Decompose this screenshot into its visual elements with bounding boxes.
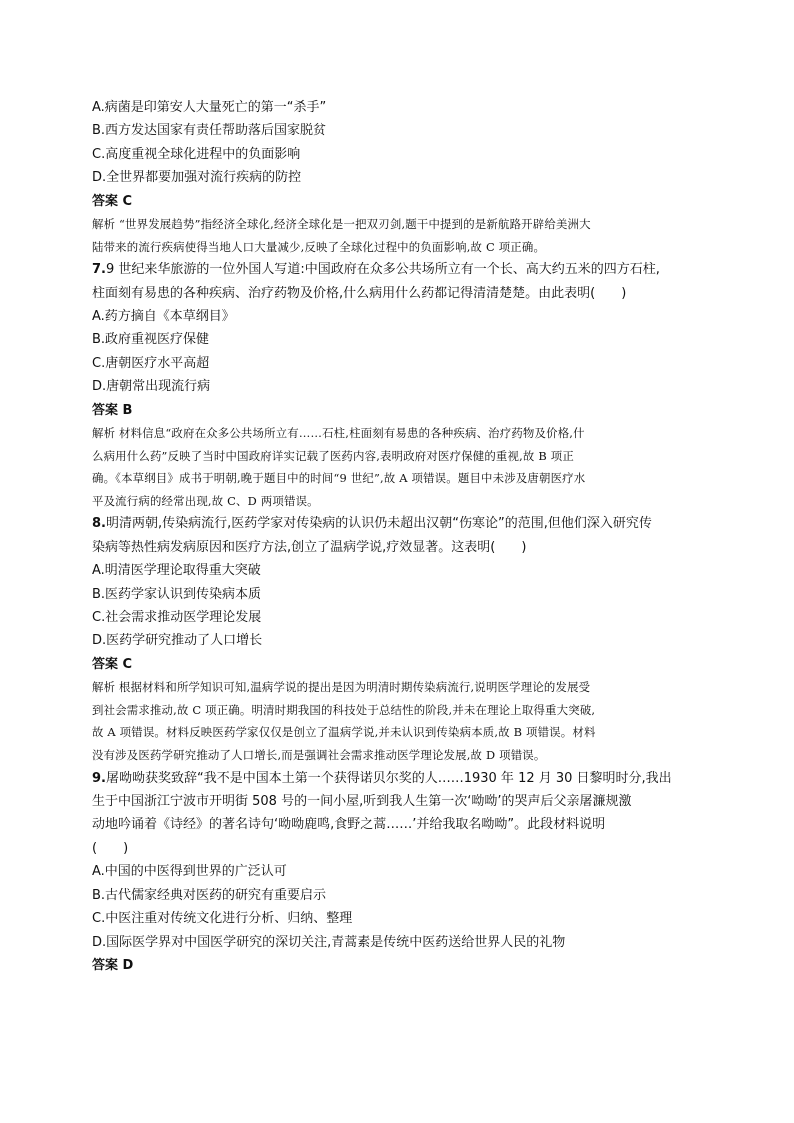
explanation-line: 到社会需求推动,故 C 项正确。明清时期我国的科技处于总结性的阶段,并未在理论上取得重大突破, [92,702,596,717]
answer: 答案 D [92,957,134,973]
question-stem-line: ( ) [92,840,129,856]
option-b: B.古代儒家经典对医药的研究有重要启示 [92,887,327,903]
explanation-line: 陆带来的流行疾病使得当地人口大量减少,反映了全球化过程中的负面影响,故 C 项正确。 [92,239,546,254]
question-stem: 8.明清两朝,传染病流行,医药学家对传染病的认识仍未超出汉朝“伤寒论”的范围,但他们深入研究传 [92,516,652,532]
question-stem-line: 动地吟诵着《诗经》的著名诗句‘呦呦鹿鸣,食野之蒿……’并给我取名呦呦”。此段材料说明 [92,817,606,833]
option-b: B.医药学家认识到传染病本质 [92,586,262,602]
question-stem-line: 柱面刻有易患的各种疾病、治疗药物及价格,什么病用什么药都记得清清楚楚。由此表明( ) [92,285,627,301]
option-a: A.病菌是印第安人大量死亡的第一“杀手” [92,100,327,115]
option-c: C.中医注重对传统文化进行分析、归纳、整理 [92,911,353,927]
option-c: C.唐朝医疗水平高超 [92,355,210,371]
question-stem: 7.9 世纪来华旅游的一位外国人写道:中国政府在众多公共场所立有一个长、高大约五米的四方石柱, [92,262,660,278]
question-number: 8. [92,516,106,532]
explanation-line: 没有涉及医药学研究推动了人口增长,而是强调社会需求推动医学理论发展,故 D 项错误。 [92,748,546,763]
option-a: A.药方摘自《本草纲目》 [92,309,235,325]
question-stem-line: 染病等热性病发病原因和医疗方法,创立了温病学说,疗效显著。这表明( ) [92,539,527,555]
explanation-line: 平及流行病的经常出现,故 C、D 两项错误。 [92,493,319,508]
question-stem: 9.屠呦呦获奖致辞“我不是中国本土第一个获得诺贝尔奖的人……1930 年 12 月 30 日黎明时分,我出 [92,770,672,786]
option-b: B.政府重视医疗保健 [92,332,210,348]
question-6 [92,96,704,258]
option-c: C.社会需求推动医学理论发展 [92,610,262,626]
explanation-line: 故 A 项错误。材料反映医药学家仅仅是创立了温病学说,并未认识到传染病本质,故 B 项错误。材料 [92,725,596,740]
question-7 [92,258,704,512]
option-d: D.唐朝常出现流行病 [92,379,211,395]
document-page [92,96,704,977]
explanation-line: 确。《本草纲目》成书于明朝,晚于题目中的时间“9 世纪”,故 A 项错误。题目中未涉及唐朝医疗水 [92,471,586,486]
option-a: A.明清医学理论取得重大突破 [92,563,261,579]
question-8 [92,512,704,766]
option-b: B.西方发达国家有责任帮助落后国家脱贫 [92,123,327,139]
option-d: D.国际医学界对中国医学研究的深切关注,青蒿素是传统中医药送给世界人民的礼物 [92,934,566,950]
explanation-line: 么病用什么药”反映了当时中国政府详实记载了医药内容,表明政府对医疗保健的重视,故 B 项正 [92,448,574,463]
question-9 [92,767,704,978]
explanation-line: 解析 根据材料和所学知识可知,温病学说的提出是因为明清时期传染病流行,说明医学理论的发展受 [92,680,591,695]
option-d: D.全世界都要加强对流行疾病的防控 [92,170,302,186]
question-number: 9. [92,770,106,786]
explanation-line: 解析 “世界发展趋势”指经济全球化,经济全球化是一把双刃剑,题干中提到的是新航路开辟给美洲大 [92,217,591,232]
explanation-line: 解析 材料信息“政府在众多公共场所立有……石柱,柱面刻有易患的各种疾病、治疗药物及价格,什 [92,426,585,441]
answer: 答案 C [92,193,133,209]
question-number: 7. [92,262,106,278]
option-c: C.高度重视全球化进程中的负面影响 [92,146,301,162]
question-stem-line: 生于中国浙江宁波市开明街 508 号的一间小屋,听到我人生第一次‘呦呦’的哭声后父亲屠濂规激 [92,794,632,810]
answer: 答案 B [92,402,133,418]
option-a: A.中国的中医得到世界的广泛认可 [92,864,287,880]
option-d: D.医药学研究推动了人口增长 [92,633,263,649]
answer: 答案 C [92,656,133,672]
